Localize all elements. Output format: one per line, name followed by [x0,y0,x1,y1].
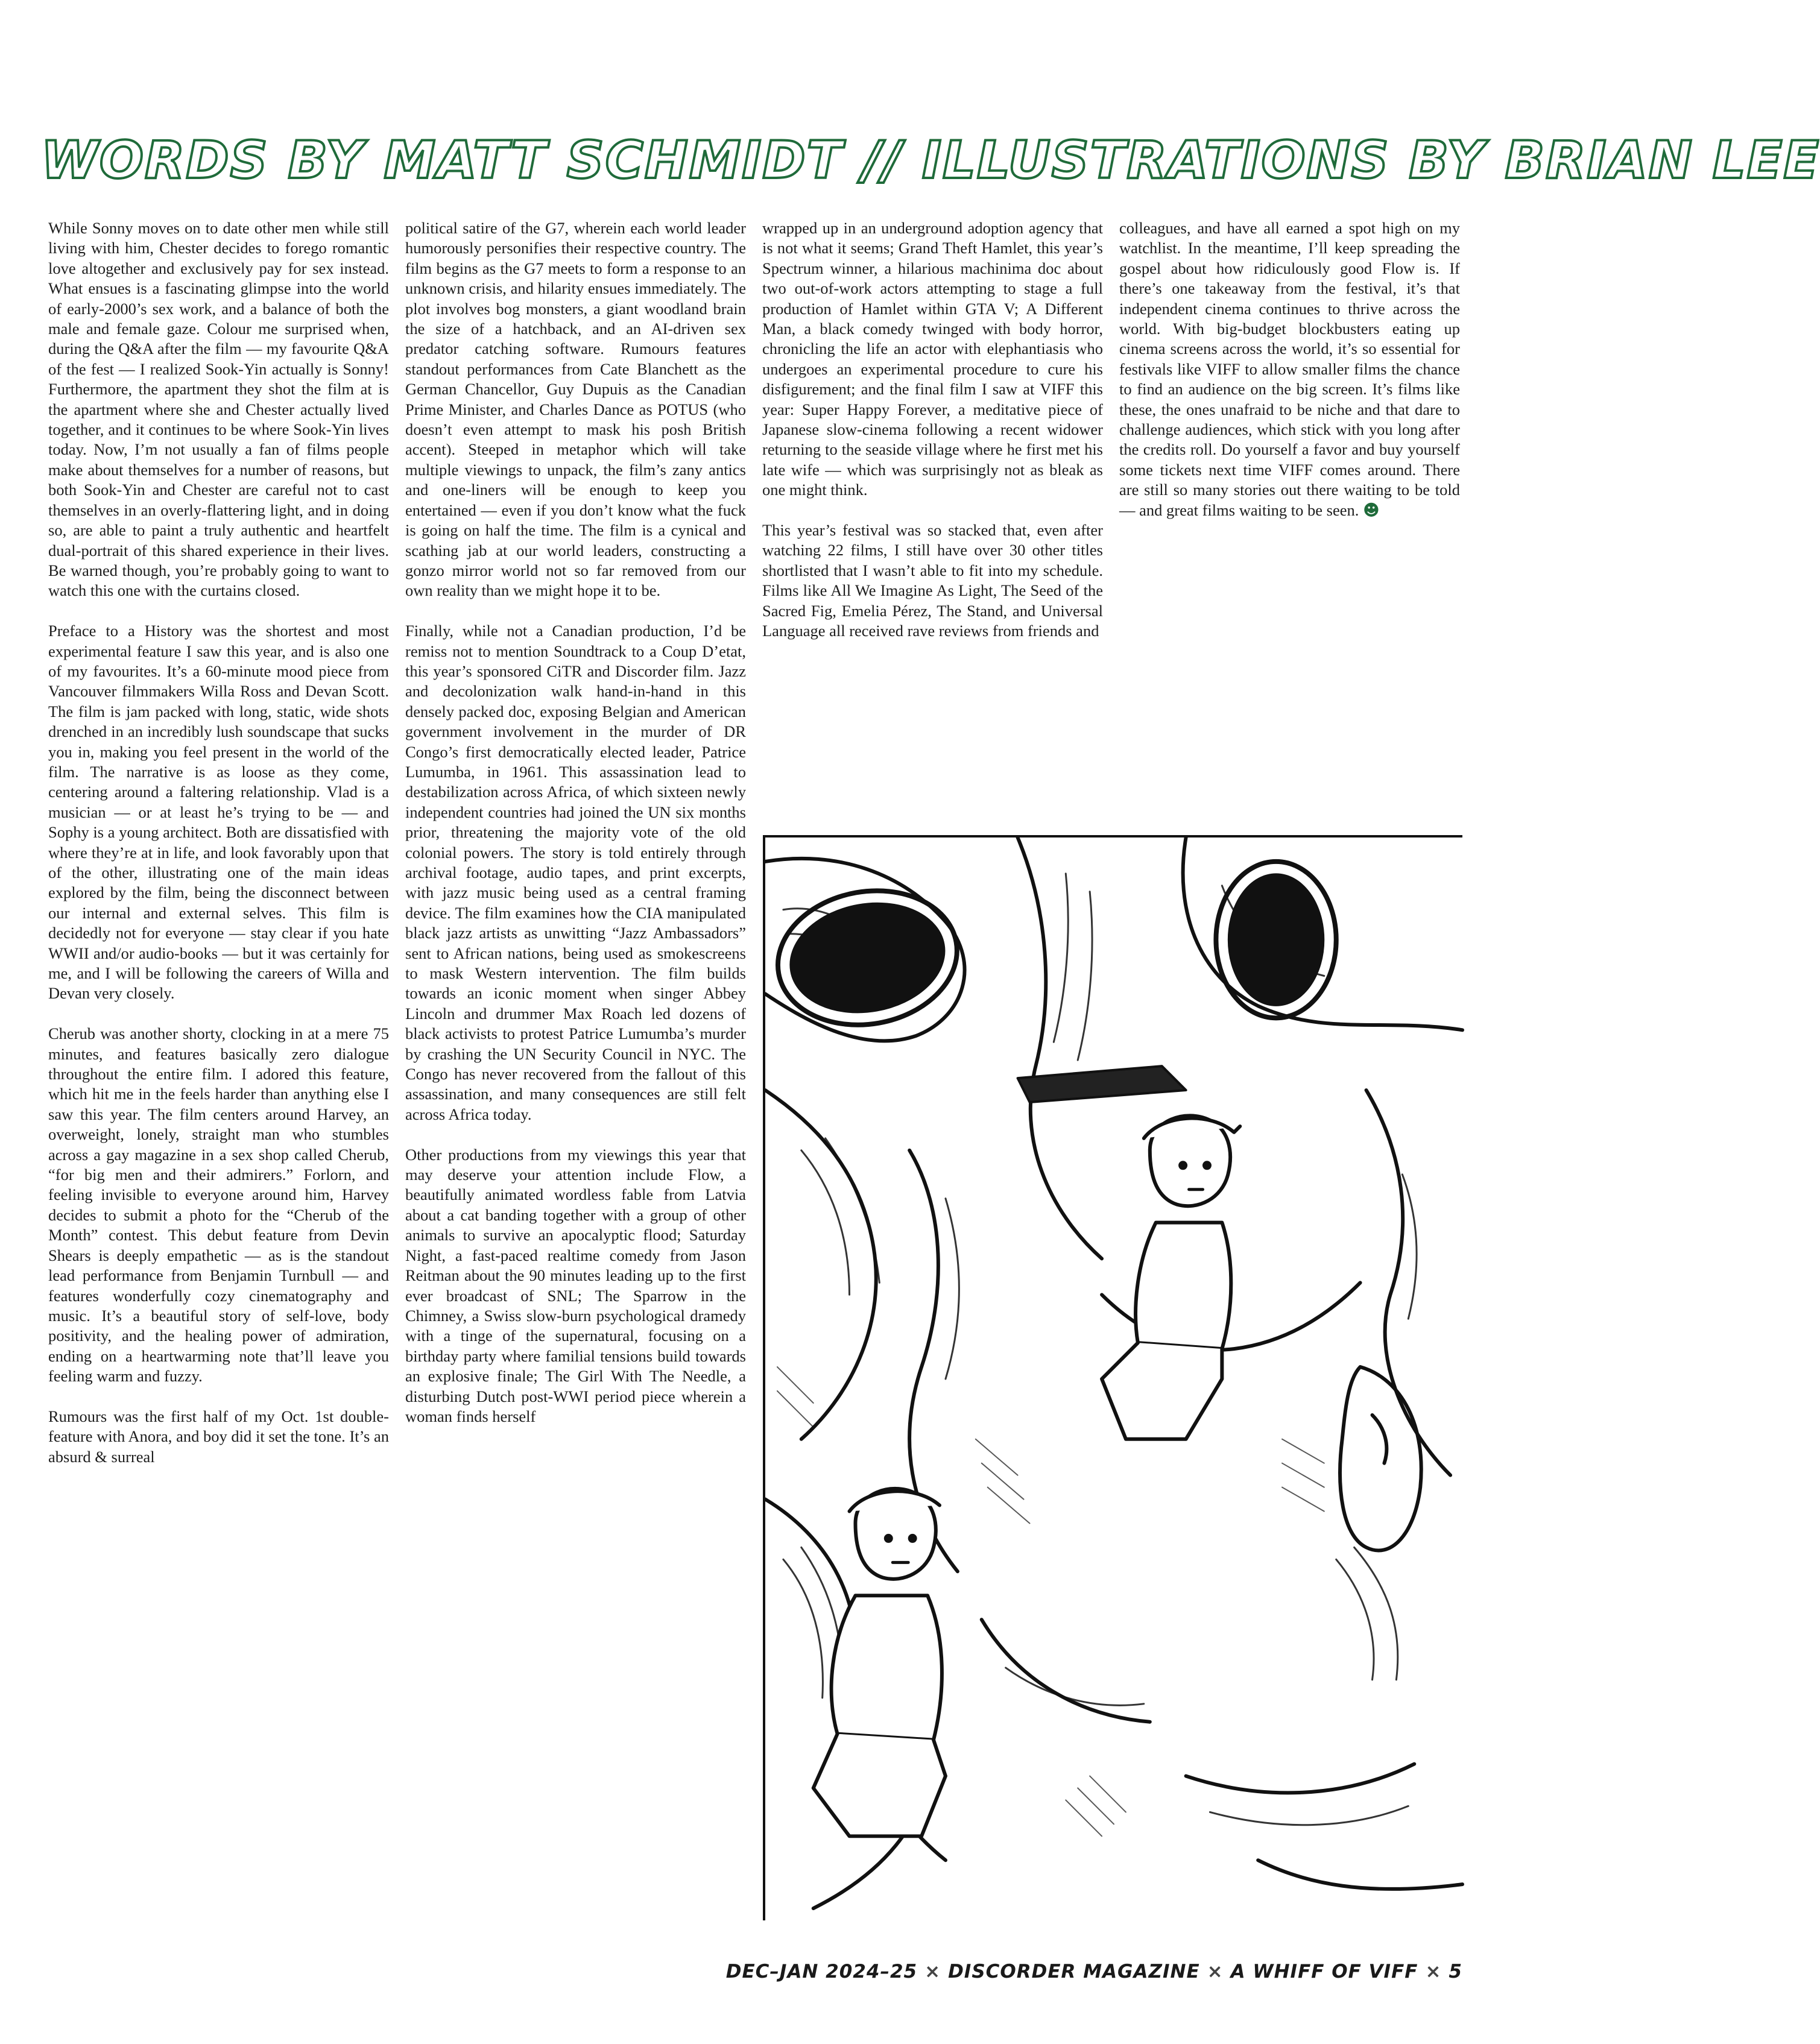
page-number: 5 [1449,1961,1462,1982]
paragraph: While Sonny moves on to date other men while still living with him, Chester decides to forego romantic love altogether and exclusively pay for sex instead. What ensues is a fascinating glimpse into the world of early-2000’s sex work, and a balance of both the male and female gaze. Colour me surprised when, during the Q&A after the film — my favourite Q&A of the fest — I realized Sook-Yin actually is Sonny! Furthermore, the apartment they shot the film at is the apartment where she and Chester actually lived together, and it continues to be where Sook-Yin lives today. Now, I’m not usually a fan of films people make about themselves for a number of reasons, but both Sook-Yin and Chester are careful not to cast themselves in an overly-flattering light, and in doing so, are able to paint a truly authentic and heartfelt dual-portrait of this shared experience in their lives. Be warned though, you’re probably going to want to watch this one with the curtains closed. [48,219,389,600]
separator-icon: × [924,1961,941,1982]
paragraph-text: colleagues, and have all earned a spot high on my watchlist. In the meantime, I’ll keep spreading the gospel about how ridiculously good Flow is. If there’s one takeaway from the festival, it’s that independent cinema continues to thrive across the world. With big-budget blockbusters eating up cinema screens across the world, it’s so essential for festivals like VIFF to allow smaller films the chance to find an audience on the big screen. It’s films like these, the ones unafraid to be niche and that dare to challenge audiences, which stick with you long after the credits roll. Do yourself a favor and buy yourself some tickets next time VIFF comes around. There are still so many stories out there waiting to be told — and great films waiting to be seen. [1119,219,1460,519]
article-column-4 [1119,218,1460,652]
page-footer [724,1954,1462,1990]
article-column-2 [405,218,746,1919]
paragraph: Other productions from my viewings this year that may deserve your attention include Flow, a beautifully animated wordless fable from Latvia about a cat banding together with a group of other animals to survive an apocalyptic flood; Saturday Night, a fast-paced realtime comedy from Jason Reitman about the 90 minutes leading up to the first ever broadcast of SNL; The Sparrow in the Chimney, a Swiss slow-burn psychological dramedy with a tinge of the supernatural, focusing on a birthday party where familial tensions build towards an explosive finale; The Girl With The Needle, a disturbing Dutch post-WWI period piece wherein a woman finds herself [405,1145,746,1425]
paragraph: Finally, while not a Canadian production, I’d be remiss not to mention Soundtrack to a Coup D’etat, this year’s sponsored CiTR and Discorder film. Jazz and decolonization walk hand-in-hand in this densely packed doc, exposing Belgian and American government involvement in the murder of DR Congo’s first democratically elected leader, Patrice Lumumba, in 1961. This assassination lead to destabilization across Africa, of which sixteen newly independent countries had joined the UN six months prior, threatening the majority vote of the old colonial powers. The story is told entirely through archival footage, audio tapes, and print excerpts, with jazz music being used as a central framing device. The film examines how the CIA manipulated black jazz artists as unwitting “Jazz Ambassadors” sent to African nations, being used as smokescreens to mask Western intervention. The film builds towards an iconic moment when singer Abbey Lincoln and drummer Max Roach led dozens of black activists to protest Patrice Lumumba’s murder by crashing the UN Security Council in NYC. The Congo has never recovered from the fallout of this assassination, and many consequences are still felt across Africa today. [405,622,746,1123]
forest-face-illustration-icon [763,835,1462,1920]
paragraph: Cherub was another shorty, clocking in at a mere 75 minutes, and features basically zero dialogue throughout the entire film. I adored this feature, which hit me in the feels harder than anything else I saw this year. The film centers around Harvey, an overweight, lonely, straight man who stumbles across a gay magazine in a sex shop called Cherub, “for big men and their admirers.” Forlorn, and feeling invisible to everyone around him, Harvey decides to submit a photo for the “Cherub of the Month” contest. This debut feature from Devin Shears is deeply empathetic — as is the standout lead performance from Benjamin Turnbull — and features wonderfully cozy cinematography and music. It’s a beautiful story of self-love, body positivity, and the healing power of admiration, ending on a heartwarming note that’ll leave you feeling warm and fuzzy. [48,1024,389,1386]
paragraph: Preface to a History was the shortest and most experimental feature I saw this year, and is also one of my favourites. It’s a 60-minute mood piece from Vancouver filmmakers Willa Ross and Devan Scott. The film is jam packed with long, static, wide shots drenched in an incredibly lush soundscape that sucks you in, making you feel present in the world of the film. The narrative is as loose as they come, centering around a faltering relationship. Vlad is a musician — or at least he’s trying to be — and Sophy is a young architect. Both are dissatisfied with where they’re at in life, and look favorably upon that of the other, illustrating one of the main ideas explored by the film, being the disconnect between our internal and external selves. This film is decidedly not for everyone — stay clear if you hate WWII and/or audio-books — but it was certainly for me, and I will be following the careers of Willa and Devan very closely. [48,622,389,1003]
paragraph [1119,218,1460,520]
paragraph: This year’s festival was so stacked that, even after watching 22 films, I still have over 30 other titles shortlisted that I wasn’t able to fit into my schedule. Films like All We Imagine As Light, The Seed of the Sacred Fig, Emelia Pérez, The Stand, and Universal Language all received rave reviews from friends and [762,521,1103,640]
article-column-1 [48,218,389,1919]
separator-icon: × [1425,1961,1442,1982]
paragraph: wrapped up in an underground adoption agency that is not what it seems; Grand Theft Hamlet, this year’s Spectrum winner, a hilarious machinima doc about two out-of-work actors attempting to stage a full production of Hamlet within GTA V; A Different Man, a black comedy twinged with body horror, chronicling the life an actor with elephantiasis who undergoes an experimental procedure to cure his disfigurement; and the final film I saw at VIFF this year: Super Happy Forever, a meditative piece of Japanese slow-cinema following a recent widower returning to the seaside village where he first met his late wife — which was surprisingly not as bleak as one might think. [762,219,1103,499]
separator-icon: × [1207,1961,1224,1982]
section-name: A WHIFF OF VIFF [1230,1961,1418,1982]
paragraph: Rumours was the first half of my Oct. 1st double-feature with Anora, and boy did it set the tone. It’s an absurd & surreal [48,1407,389,1466]
smiley-end-mark-icon: ☻ [1363,500,1380,520]
paragraph: political satire of the G7, wherein each world leader humorously personifies their respective country. The film begins as the G7 meets to form a response to an unknown crisis, and hilarity ensues immediately. The plot involves bog monsters, a giant woodland brain the size of a hatchback, and an AI-driven sex predator catching software. Rumours features standout performances from Cate Blanchett as the German Chancellor, Guy Dupuis as the Canadian Prime Minister, and Charles Dance as POTUS (who doesn’t even attempt to mask his posh British accent). Steeped in metaphor which will take multiple viewings to unpack, the film’s zany antics and one-liners will be enough to keep you entertained — even if you don’t know what the fuck is going on half the time. The film is a cynical and scathing jab at our world leaders, constructing a gonzo mirror world not so far removed from our own reality than we might hope it to be. [405,219,746,600]
issue-date: DEC–JAN 2024–25 [725,1961,918,1982]
article-column-3 [762,218,1103,815]
magazine-name: DISCORDER MAGAZINE [948,1961,1200,1982]
byline-heading: WORDS BY MATT SCHMIDT // ILLUSTRATIONS BY BRIAN LEE [41,130,1820,191]
